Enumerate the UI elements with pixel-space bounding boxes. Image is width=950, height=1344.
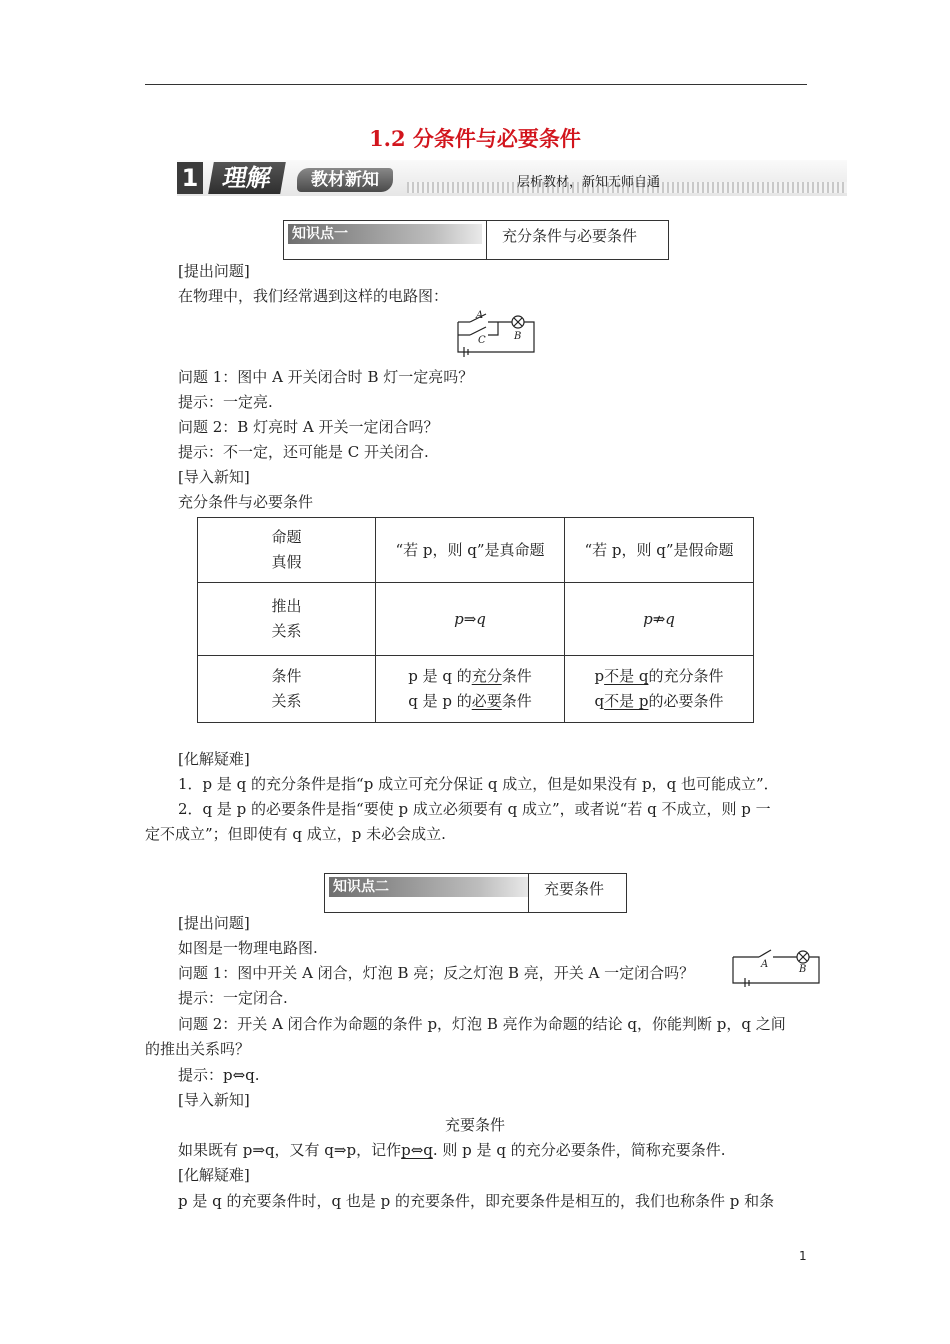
kp1-separator: [486, 221, 487, 259]
cell-text: 的必要条件: [648, 692, 724, 710]
page-number: 1: [799, 1249, 807, 1263]
knowledge-point-2-name: 充要条件: [544, 880, 605, 898]
s1-note-2b: 定不成立”；但即使有 q 成立，p 未必会成立.: [145, 825, 446, 843]
cell-line: [377, 664, 563, 689]
cell-text: 关系: [271, 692, 302, 710]
banner-number: 1: [177, 162, 203, 194]
cell-text: p: [594, 667, 605, 685]
knowledge-point-2-box: [324, 873, 627, 913]
circuit1-label-a: A: [476, 310, 484, 321]
s1-question-1: 问题 1：图中 A 开关闭合时 B 灯一定亮吗？: [178, 368, 474, 386]
s1-hint-2: 提示：不一定，还可能是 C 开关闭合.: [178, 443, 429, 461]
s2-center-title: 充要条件: [444, 1116, 505, 1134]
definition-text: 如果既有 p⇒q，又有 q⇒p，记作: [178, 1141, 402, 1159]
cell-text: 关系: [271, 622, 302, 640]
cell-underlined: 必要: [471, 692, 502, 710]
circuit-diagram-2: [731, 945, 823, 987]
s2-daoru-heading: [导入新知]: [178, 1091, 250, 1109]
cell-underlined: 不是 q: [604, 667, 649, 685]
table-cell: [376, 656, 565, 723]
top-rule: [145, 84, 807, 85]
table-cell: [198, 656, 376, 723]
s1-hint-1: 提示：一定亮.: [178, 393, 273, 411]
table-cell: [565, 656, 754, 723]
table-cell: p⇒q: [376, 583, 565, 656]
s2-hint-2: 提示：p⇔q.: [178, 1066, 260, 1084]
banner-word-jiaocai: 教材新知: [297, 168, 393, 192]
table-caption: 充分条件与必要条件: [178, 493, 314, 511]
cell-line: [566, 664, 752, 689]
s1-daoru-heading: [导入新知]: [178, 468, 250, 486]
s2-intro: 如图是一物理电路图.: [178, 939, 318, 957]
table-row: [198, 518, 754, 583]
cell-text: 命题: [271, 528, 302, 546]
knowledge-point-1-name: 充分条件与必要条件: [502, 227, 638, 245]
banner-word-lijie: 理解: [208, 162, 286, 194]
s1-note-1: 1．p 是 q 的充分条件是指“p 成立可充分保证 q 成立，但是如果没有 p，q 也可能成立”．: [178, 775, 779, 793]
cell-text: 真假: [271, 553, 302, 571]
page-title: 1.2 分条件与必要条件: [369, 126, 581, 151]
conditions-table: [197, 517, 754, 723]
s2-question-1: 问题 1：图中开关 A 闭合，灯泡 B 亮；反之灯泡 B 亮，开关 A 一定闭合吗？: [178, 964, 695, 982]
knowledge-point-2-tag: 知识点二: [329, 877, 529, 897]
definition-text: . 则 p 是 q 的充分必要条件，简称充要条件.: [432, 1141, 726, 1159]
cell-text: 的充分条件: [648, 667, 724, 685]
cell-text: 条件: [501, 692, 532, 710]
cell-underlined: 不是 p: [604, 692, 649, 710]
s1-tichu-heading: [提出问题]: [178, 262, 250, 280]
table-cell: [198, 518, 376, 583]
circuit2-label-b: B: [799, 964, 807, 975]
knowledge-point-1-tag: 知识点一: [288, 224, 482, 244]
table-cell: “若 p，则 q”是假命题: [565, 518, 754, 583]
table-row: [198, 583, 754, 656]
s2-tichu-heading: [提出问题]: [178, 914, 250, 932]
circuit-diagram-1: [448, 305, 540, 357]
table-cell: [198, 583, 376, 656]
circuit2-label-a: A: [761, 959, 769, 970]
cell-text: 推出: [271, 597, 302, 615]
cell-line: [377, 689, 563, 714]
section-banner: [177, 160, 847, 196]
knowledge-point-1-box: [283, 220, 669, 260]
s2-question-2a: 问题 2：开关 A 闭合作为命题的条件 p，灯泡 B 亮作为命题的结论 q，你能判断 p，q 之间: [178, 1015, 786, 1033]
circuit1-label-b: B: [514, 331, 522, 342]
table-cell: “若 p，则 q”是真命题: [376, 518, 565, 583]
banner-subtitle: 层析教材，新知无师自通: [517, 175, 661, 190]
cell-text: 条件: [501, 667, 532, 685]
circuit1-label-c: C: [478, 335, 486, 346]
cell-text: q 是 p 的: [408, 692, 472, 710]
s1-note-2a: 2．q 是 p 的必要条件是指“要使 p 成立必须要有 q 成立”，或者说“若 q 不成立，则 p 一: [178, 800, 771, 818]
cell-text: p 是 q 的: [408, 667, 472, 685]
s2-last-line: p 是 q 的充要条件时，q 也是 p 的充要条件，即充要条件是相互的，我们也称条件 p 和条: [178, 1192, 775, 1210]
cell-underlined: 充分: [471, 667, 502, 685]
s1-question-2: 问题 2：B 灯亮时 A 开关一定闭合吗？: [178, 418, 439, 436]
table-row: [198, 656, 754, 723]
table-cell: p⇏q: [565, 583, 754, 656]
s2-question-2b: 的推出关系吗？: [145, 1040, 251, 1058]
s1-intro: 在物理中，我们经常遇到这样的电路图：: [178, 287, 449, 305]
s2-hint-1: 提示：一定闭合.: [178, 989, 288, 1007]
s2-definition: [178, 1139, 725, 1160]
cell-text: 条件: [271, 667, 302, 685]
definition-underlined: p⇔q: [401, 1141, 433, 1159]
cell-line: [566, 689, 752, 714]
s2-huajie-heading: [化解疑难]: [178, 1166, 250, 1184]
kp2-separator: [528, 874, 529, 912]
cell-text: q: [594, 692, 605, 710]
s1-huajie-heading: [化解疑难]: [178, 750, 250, 768]
